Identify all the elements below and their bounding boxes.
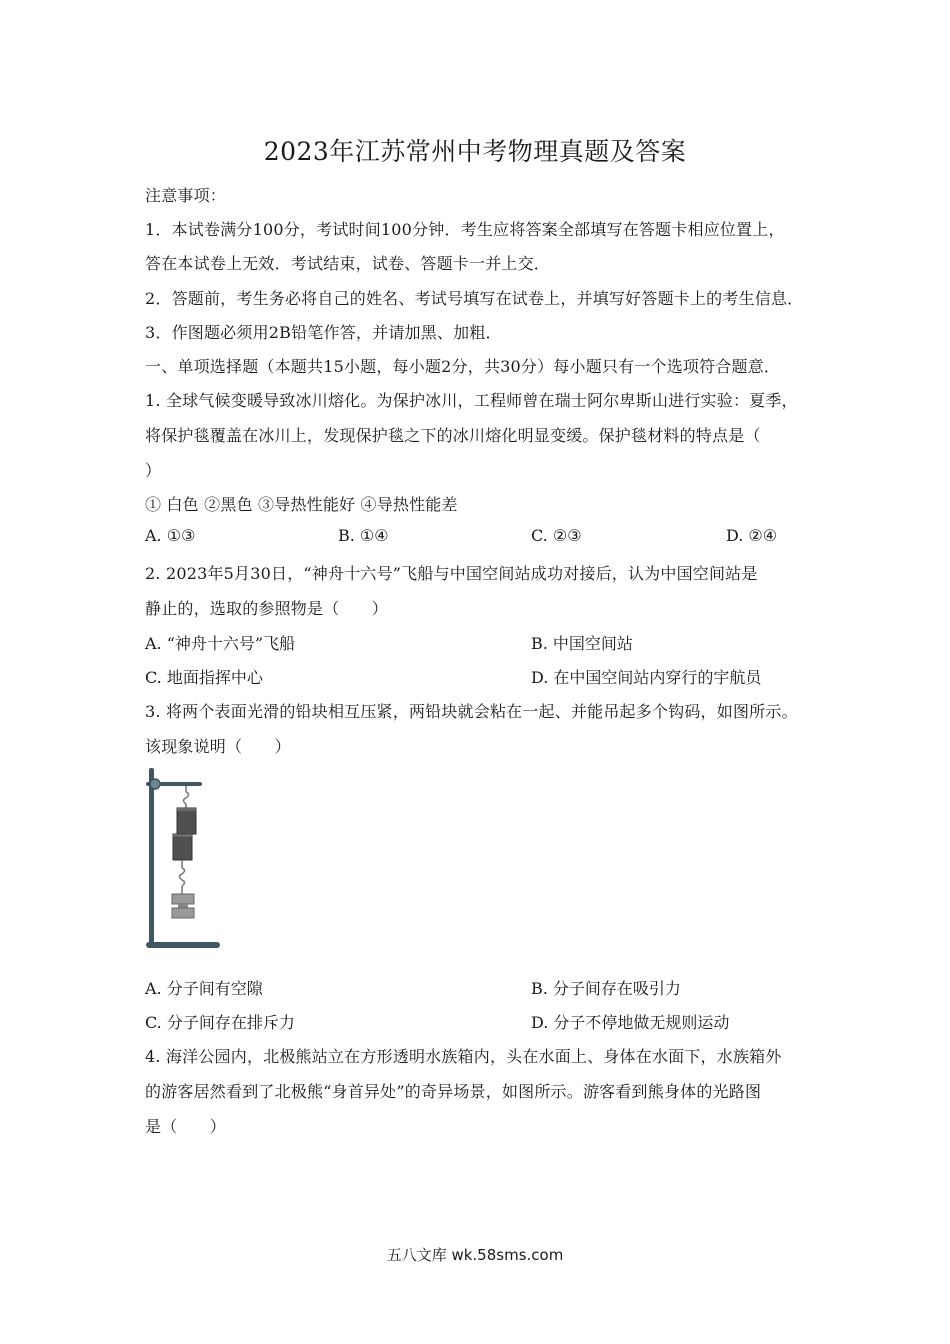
stand-base	[146, 942, 220, 948]
notice-heading: 注意事项：	[145, 186, 227, 205]
hook-icon	[180, 868, 185, 886]
hook-icon	[184, 792, 189, 804]
lead-block-highlight	[173, 834, 192, 837]
q3-option-c[interactable]: C. 分子间存在排斥力	[145, 1013, 295, 1032]
q2-option-d[interactable]: D. 在中国空间站内穿行的宇航员	[531, 668, 762, 687]
question-1-text: 1. 全球气候变暖导致冰川熔化。为保护冰川，工程师曾在瑞士阿尔卑斯山进行实验：夏季，	[145, 391, 798, 410]
question-1-text: 将保护毯覆盖在冰川上，发现保护毯之下的冰川熔化明显变缓。保护毯材料的特点是（	[145, 426, 761, 445]
question-2-text: 2. 2023年5月30日，“神舟十六号”飞船与中国空间站成功对接后，认为中国空间站是	[145, 564, 758, 583]
hook-weight	[172, 908, 194, 918]
notice-line: 1．本试卷满分100分，考试时间100分钟．考生应将答案全部填写在答题卡相应位置上，	[145, 220, 785, 239]
question-4-text: 是（ ）	[145, 1117, 227, 1136]
q2-option-b[interactable]: B. 中国空间站	[531, 634, 633, 653]
question-4-text: 的游客居然看到了北极熊“身首异处”的奇异场景，如图所示。游客看到熊身体的光路图	[145, 1082, 762, 1101]
lead-blocks-figure	[140, 762, 230, 954]
notice-line: 2．答题前，考生务必将自己的姓名、考试号填写在试卷上，并填写好答题卡上的考生信息．	[145, 289, 804, 308]
q2-option-c[interactable]: C. 地面指挥中心	[145, 668, 263, 687]
lead-block-upper	[177, 808, 196, 834]
footer-watermark: 五八文库 wk.58sms.com	[386, 1246, 564, 1264]
q3-option-a[interactable]: A. 分子间有空隙	[145, 979, 263, 998]
question-3-text: 该现象说明（ ）	[145, 737, 291, 756]
q3-option-d[interactable]: D. 分子不停地做无规则运动	[531, 1013, 730, 1032]
question-1-text: ）	[145, 461, 162, 480]
notice-line: 3．作图题必须用2B铅笔作答，并请加黑、加粗．	[145, 323, 502, 342]
q1-option-c[interactable]: C. ②③	[531, 526, 582, 545]
question-3-text: 3. 将两个表面光滑的铅块相互压紧，两铅块就会粘在一起、并能吊起多个钩码，如图所示。	[145, 702, 798, 721]
hook-weight	[172, 894, 194, 904]
q1-option-a[interactable]: A. ①③	[145, 526, 196, 545]
question-2-text: 静止的，选取的参照物是（ ）	[145, 599, 389, 618]
lead-block-highlight	[177, 808, 196, 811]
section-heading: 一、单项选择题（本题共15小题，每小题2分，共30分）每小题只有一个选项符合题意．	[145, 357, 781, 376]
q3-option-b[interactable]: B. 分子间存在吸引力	[531, 979, 681, 998]
lead-block-lower	[173, 834, 192, 860]
page-title: 2023年江苏常州中考物理真题及答案	[263, 137, 687, 166]
question-1-choices: ① 白色 ②黑色 ③导热性能好 ④导热性能差	[145, 495, 458, 514]
q1-option-d[interactable]: D. ②④	[726, 526, 778, 545]
notice-line: 答在本试卷上无效．考试结束，试卷、答题卡一并上交．	[145, 254, 551, 273]
stand-pole	[149, 768, 154, 946]
q1-option-b[interactable]: B. ①④	[338, 526, 389, 545]
hook-weight-neck	[178, 904, 188, 908]
q2-option-a[interactable]: A. “神舟十六号”飞船	[145, 634, 296, 653]
question-4-text: 4. 海洋公园内，北极熊站立在方形透明水族箱内，头在水面上、身体在水面下，水族箱外	[145, 1047, 782, 1066]
clamp-knob	[150, 779, 160, 789]
